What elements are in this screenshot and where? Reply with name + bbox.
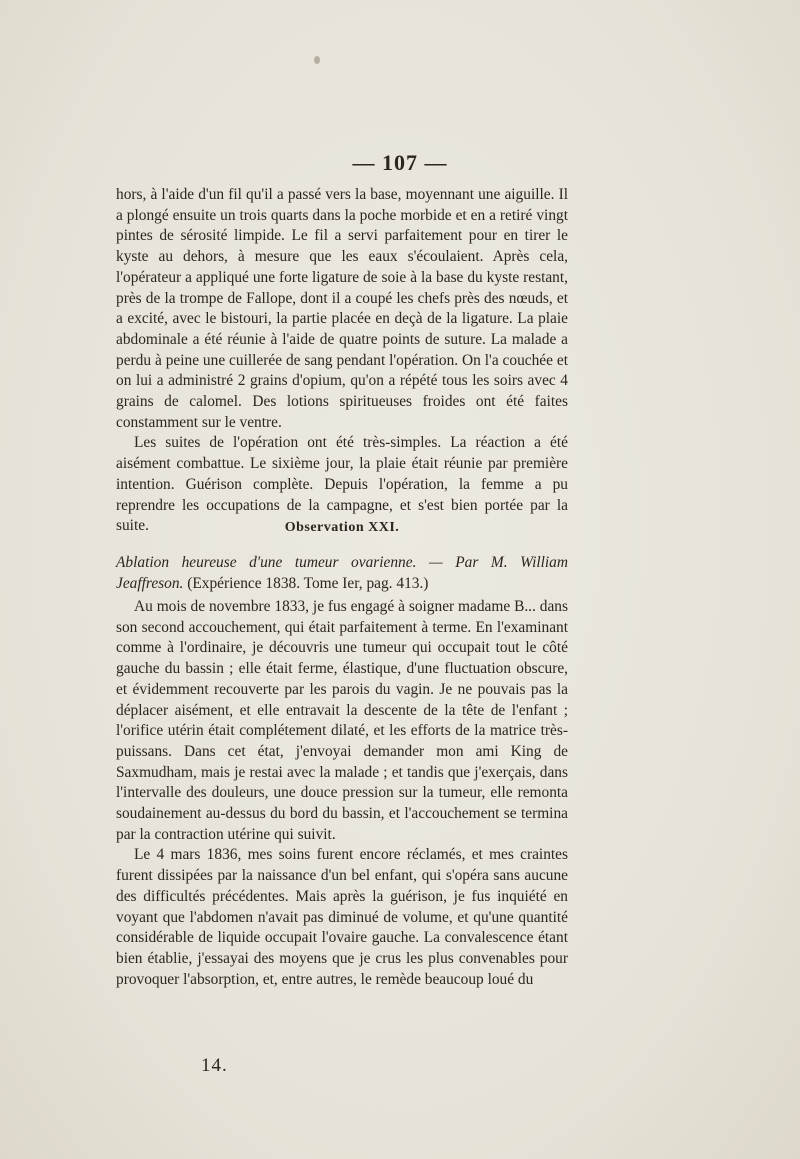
ink-speck [314,56,320,64]
observation-reference [116,553,568,594]
observation-title: Observation XXI. [284,520,400,535]
paragraph-continued: hors, à l'aide d'un fil qu'il a passé vers la base, moyennant une aiguille. Il a plongé ensuite un trois quarts dans la poche morbide et en a retiré vingt pintes de sérosité limpide. Le fil a servi parfaitement pour en tirer le kyste au dehors, à mesure que les eaux s'écoulaient. Après cela, l'opérateur a appliqué une forte ligature de soie à la base du kyste restant, près de la trompe de Fallope, dont il a coupé les chefs près des nœuds, et a excité, avec le bistouri, la partie placée en deçà de la ligature. La plaie abdominale a été réunie à l'aide de quatre points de suture. La malade a perdu à peine une cuillerée de sang pendant l'opération. On l'a couchée et on lui a administré 2 grains d'opium, qu'on a répété tous les soirs avec 4 grains de calomel. Des lotions spiritueuses froides ont été faites constamment sur le ventre. [116,186,568,431]
observation-reference-source: (Expérience 1838. Tome Ier, pag. 413.) [183,574,429,592]
paragraph-novembre: Au mois de novembre 1833, je fus engagé à soigner madame B... dans son second accouchement, qui était parfaitement à terme. En l'examinant comme à l'ordinaire, je découvris une tumeur qui occupait tout le côté gauche du bassin ; elle était ferme, élastique, d'une fluctuation obscure, et évidemment recouverte par les parois du vagin. Je ne pouvais pas la déplacer aisément, et elle entravait la descente de la tête de l'enfant ; l'orifice utérin était complétement dilaté, et les efforts de la matrice très-puissans. Dans cet état, j'envoyai demander mon ami King de Saxmudham, mais je restai avec la malade ; et tandis que j'exerçais, dans l'intervalle des douleurs, une douce pression sur la tumeur, elle remonta soudainement au-dessus du bord du bassin, et l'accouchement se termina par la contraction utérine qui suivit. [116,598,568,843]
body-text-top [116,185,568,537]
observation-heading-block [116,520,568,536]
page-number-header: — 107 — [352,150,448,175]
observation-reference-block [116,553,568,594]
body-text-bottom [116,597,568,990]
paragraph-mars: Le 4 mars 1836, mes soins furent encore réclamés, et mes craintes furent dissipées par la naissance d'un bel enfant, qui s'opéra sans aucune des difficultés précédentes. Mais après la guérison, je fus inquiété en voyant que l'abdomen n'avait pas diminué de volume, et qu'une quantité considérable de liquide occupait l'ovaire gauche. La convalescence étant bien établie, j'essayai des moyens que je crus les plus convenables pour provoquer l'absorption, et, entre autres, le remède beaucoup loué du [116,846,568,988]
signature-mark: 14. [201,1055,228,1076]
observation-reference-title: Ablation heureuse d'une tumeur ovarienne. — Par M. William Jeaffreson. [116,554,568,592]
paragraph-suites: Les suites de l'opération ont été très-simples. La réaction a été aisément combattue. Le sixième jour, la plaie était réunie par première intention. Guérison complète. Depuis l'opération, la femme a pu reprendre les occupations de la campagne, et s'est bien portée par la suite. [116,434,568,535]
